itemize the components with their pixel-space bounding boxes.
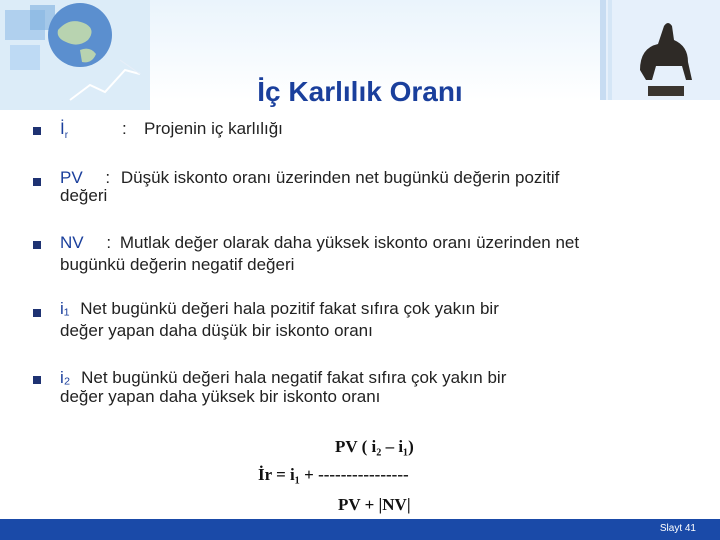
i2-symbol: i₂ — [60, 368, 71, 387]
bullet-marker — [33, 309, 41, 317]
bullet-2-line-2: değeri — [60, 186, 108, 205]
bullet-5-text: Net bugünkü değeri hala negatif fakat sıfıra çok yakın bir — [81, 368, 507, 387]
formula-fraction-bar: ---------------- — [318, 465, 409, 484]
bullet-3-text: Mutlak değer olarak daha yüksek iskonto oranı üzerinden net — [119, 233, 580, 252]
formula-main-line — [258, 465, 409, 485]
bullet-3-colon: : — [106, 233, 112, 252]
bullet-4-line-2: değer yapan daha düşük bir iskonto oranı — [60, 321, 373, 340]
pv-symbol: PV — [60, 168, 83, 187]
bullet-1-symbol — [60, 119, 68, 141]
ir-symbol: İ — [60, 119, 65, 138]
formula-denominator: PV + |NV| — [338, 495, 411, 514]
slide-title: İç Karlılık Oranı — [257, 76, 463, 107]
bullet-1-colon: : — [122, 119, 127, 138]
bullet-2-colon: : — [105, 168, 111, 187]
bullet-4-line-1 — [60, 299, 499, 319]
bullet-3-line-1 — [60, 233, 579, 253]
i1-symbol: i₁ — [60, 299, 70, 318]
formula-numerator: PV ( i₂ – i₁) — [335, 437, 414, 456]
bullet-5-line-2: değer yapan daha yüksek bir iskonto oranı — [60, 387, 381, 406]
bullet-marker — [33, 241, 41, 249]
bullet-marker — [33, 127, 41, 135]
bullet-4-text: Net bugünkü değeri hala pozitif fakat sıfıra çok yakın bir — [80, 299, 499, 318]
slide-number: Slayt 41 — [659, 523, 696, 534]
bullet-marker — [33, 178, 41, 186]
bullet-3-line-2: bugünkü değerin negatif değeri — [60, 255, 295, 274]
bullet-5-line-1 — [60, 368, 506, 388]
ir-subscript: r — [64, 130, 69, 141]
bullet-1-text: Projenin iç karlılığı — [144, 119, 283, 138]
nv-symbol: NV — [60, 233, 84, 252]
bullet-2-text: Düşük iskonto oranı üzerinden net bugünkü değerin pozitif — [120, 168, 560, 187]
footer-bar — [0, 519, 720, 540]
bullet-marker — [33, 376, 41, 384]
formula-lhs: İr = i₁ + — [258, 465, 319, 484]
bullet-2-line-1 — [60, 168, 559, 188]
